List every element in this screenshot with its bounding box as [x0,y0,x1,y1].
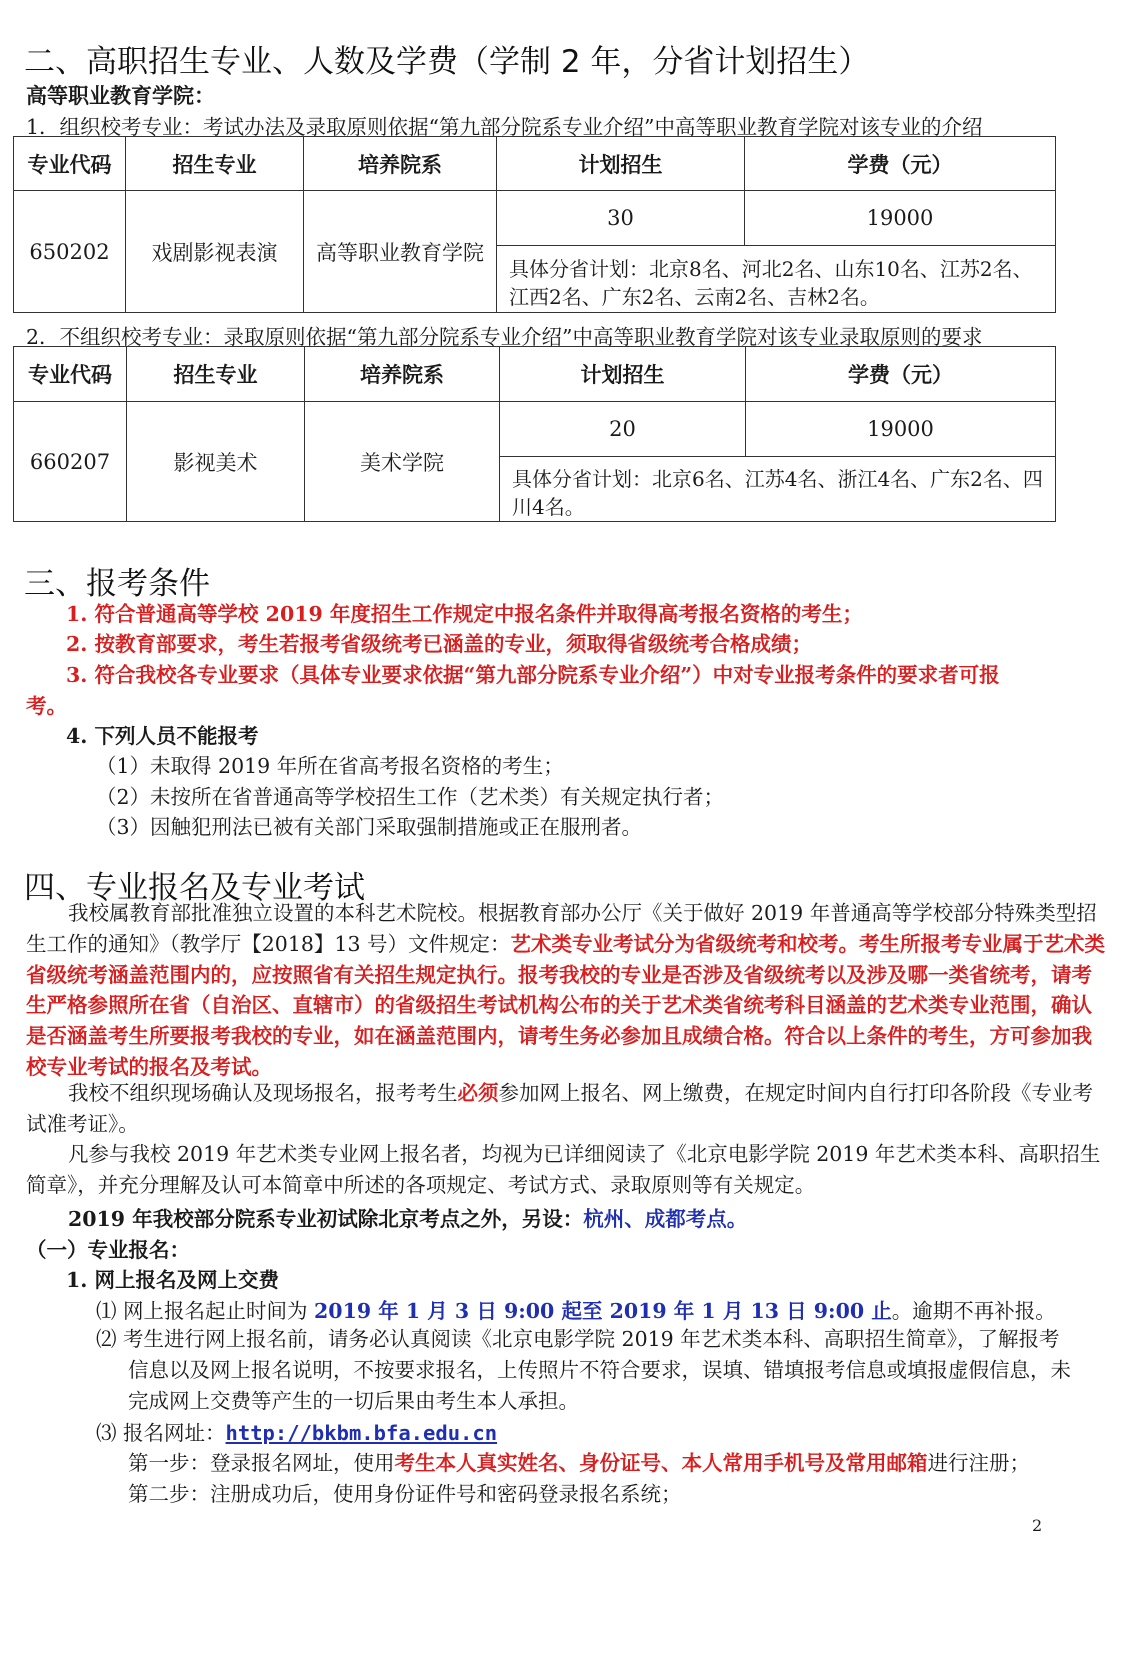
cell-dept: 高等职业教育学院 [304,191,497,313]
paragraph-4-blue: 杭州、成都考点。 [583,1207,748,1231]
paragraph-1 [26,898,1106,1083]
rule-1 [96,1294,1056,1324]
condition-1: 1. 符合普通高等学校 2019 年度招生工作规定中报名条件并取得高考报名资格的考生； [66,602,863,626]
cell-province-plan: 具体分省计划：北京6名、江苏4名、浙江4名、广东2名、四川4名。 [500,457,1056,522]
college-label: 高等职业教育学院： [26,83,215,108]
paragraph-2-a: 我校不组织现场确认及现场报名，报考考生 [68,1081,458,1105]
th-major: 招生专业 [126,137,304,191]
table-major-1 [13,136,1056,313]
th-dept: 培养院系 [304,137,497,191]
step-1-red: 考生本人真实姓名、身份证号、本人常用手机号及常用邮箱 [394,1451,928,1475]
item1-text: 1．组织校考专业：考试办法及录取原则依据“第九部分院系专业介绍”中高等职业教育学院对该专业的介绍 [26,115,983,139]
page-number: 2 [1032,1516,1043,1535]
condition-3-cont: 考。 [26,694,67,718]
subheading-1-1: 1. 网上报名及网上交费 [66,1268,280,1292]
cell-major: 戏剧影视表演 [126,191,304,313]
rule-1-time: 2019 年 1 月 3 日 9:00 起至 2019 年 1 月 13 日 9:00 止 [314,1299,892,1323]
condition-4-2: （2）未按所在省普通高等学校招生工作（艺术类）有关规定执行者； [96,785,725,809]
table-major-2 [13,346,1056,522]
th-fee: 学费（元） [746,347,1056,402]
paragraph-1-red: 艺术类专业考试分为省级统考和校考。考生所报考专业属于艺术类省级统考涵盖范围内的，应按照省有关招生规定执行。报考我校的专业是否涉及省级统考以及涉及哪一类省统考，请考生严格参照所在省（自治区、直辖市）的省级招生考试机构公布的关于艺术类省统考科目涵盖的艺术类专业范围，确认是否涵盖考生所要报考我校的专业，如在涵盖范围内，请考生务必参加且成绩合格。符合以上条件的考生，方可参加我校专业考试的报名及考试。 [26,931,1106,1079]
step-1 [128,1446,1030,1476]
cell-plan: 30 [497,191,745,246]
th-code: 专业代码 [14,137,126,191]
condition-4: 4. 下列人员不能报考 [66,724,259,748]
subheading-1: （一）专业报名： [26,1238,190,1262]
cell-province-plan: 具体分省计划：北京8名、河北2名、山东10名、江苏2名、江西2名、广东2名、云南2名、吉林2名。 [497,246,1056,313]
condition-2: 2. 按教育部要求，考生若报考省级统考已涵盖的专业，须取得省级统考合格成绩； [66,632,813,656]
section4-heading: 四、专业报名及专业考试 [24,870,365,906]
paragraph-3 [26,1139,1106,1201]
th-plan: 计划招生 [500,347,746,402]
rule-2 [96,1324,1078,1416]
rule-3 [96,1416,497,1446]
paragraph-2 [26,1078,1106,1140]
cell-fee: 19000 [746,402,1056,457]
rule-3-a: ⑶ 报名网址： [96,1421,226,1445]
condition-4-3: （3）因触犯刑法已被有关部门采取强制措施或正在服刑者。 [96,815,643,839]
item2-text: 2．不组织校考专业：录取原则依据“第九部分院系专业介绍”中高等职业教育学院对该专业录取原则的要求 [26,325,983,349]
cell-code: 660207 [14,402,127,522]
rule-2-text: ⑵ 考生进行网上报名前，请务必认真阅读《北京电影学院 2019 年艺术类本科、高职招生简章》，了解报考信息以及网上报名说明，不按要求报名，上传照片不符合要求，误填、错填报考信息或填报虚假信息，未完成网上交费等产生的一切后果由考生本人承担。 [96,1327,1071,1413]
cell-major: 影视美术 [127,402,305,522]
registration-url-link[interactable]: http://bkbm.bfa.edu.cn [225,1421,498,1445]
th-dept: 培养院系 [305,347,500,402]
cell-fee: 19000 [745,191,1056,246]
paragraph-4 [68,1202,747,1232]
paragraph-1-lead: 我校属教育部批准独立设置的本科艺术院校。根据教育部办公厅《关于做好 2019 年普通高等学校部分特殊类型招生工作的通知》（教学厅【2018】13 号）文件规定： [26,901,1097,956]
paragraph-3-text: 凡参与我校 2019 年艺术类专业网上报名者，均视为已详细阅读了《北京电影学院 2019 年艺术类本科、高职招生简章》，并充分理解及认可本简章中所述的各项规定、考试方式、录取原则等有关规定。 [26,1142,1101,1197]
rule-1-a: ⑴ 网上报名起止时间为 [96,1299,315,1323]
section3-heading: 三、报考条件 [24,566,210,602]
step-1-a: 第一步：登录报名网址，使用 [128,1451,395,1475]
condition-3: 3. 符合我校各专业要求（具体专业要求依据“第九部分院系专业介绍”）中对专业报考条件的要求者可报 [66,663,1000,687]
rule-1-b: 。逾期不再补报。 [891,1299,1056,1323]
th-code: 专业代码 [14,347,127,402]
th-fee: 学费（元） [745,137,1056,191]
cell-plan: 20 [500,402,746,457]
step-2: 第二步：注册成功后，使用身份证件号和密码登录报名系统； [128,1482,682,1506]
paragraph-4-a: 2019 年我校部分院系专业初试除北京考点之外，另设： [68,1207,584,1231]
th-major: 招生专业 [127,347,305,402]
paragraph-2-red: 必须 [457,1081,499,1105]
th-plan: 计划招生 [497,137,745,191]
paragraph-2-b: 参加网上报名、网上缴费，在规定时间内自行打印各阶段《专业考试准考证》。 [26,1081,1093,1136]
section2-heading: 二、高职招生专业、人数及学费（学制 2 年，分省计划招生） [24,44,870,80]
condition-4-1: （1）未取得 2019 年所在省高考报名资格的考生； [96,754,564,778]
step-1-b: 进行注册； [927,1451,1030,1475]
cell-dept: 美术学院 [305,402,500,522]
cell-code: 650202 [14,191,126,313]
